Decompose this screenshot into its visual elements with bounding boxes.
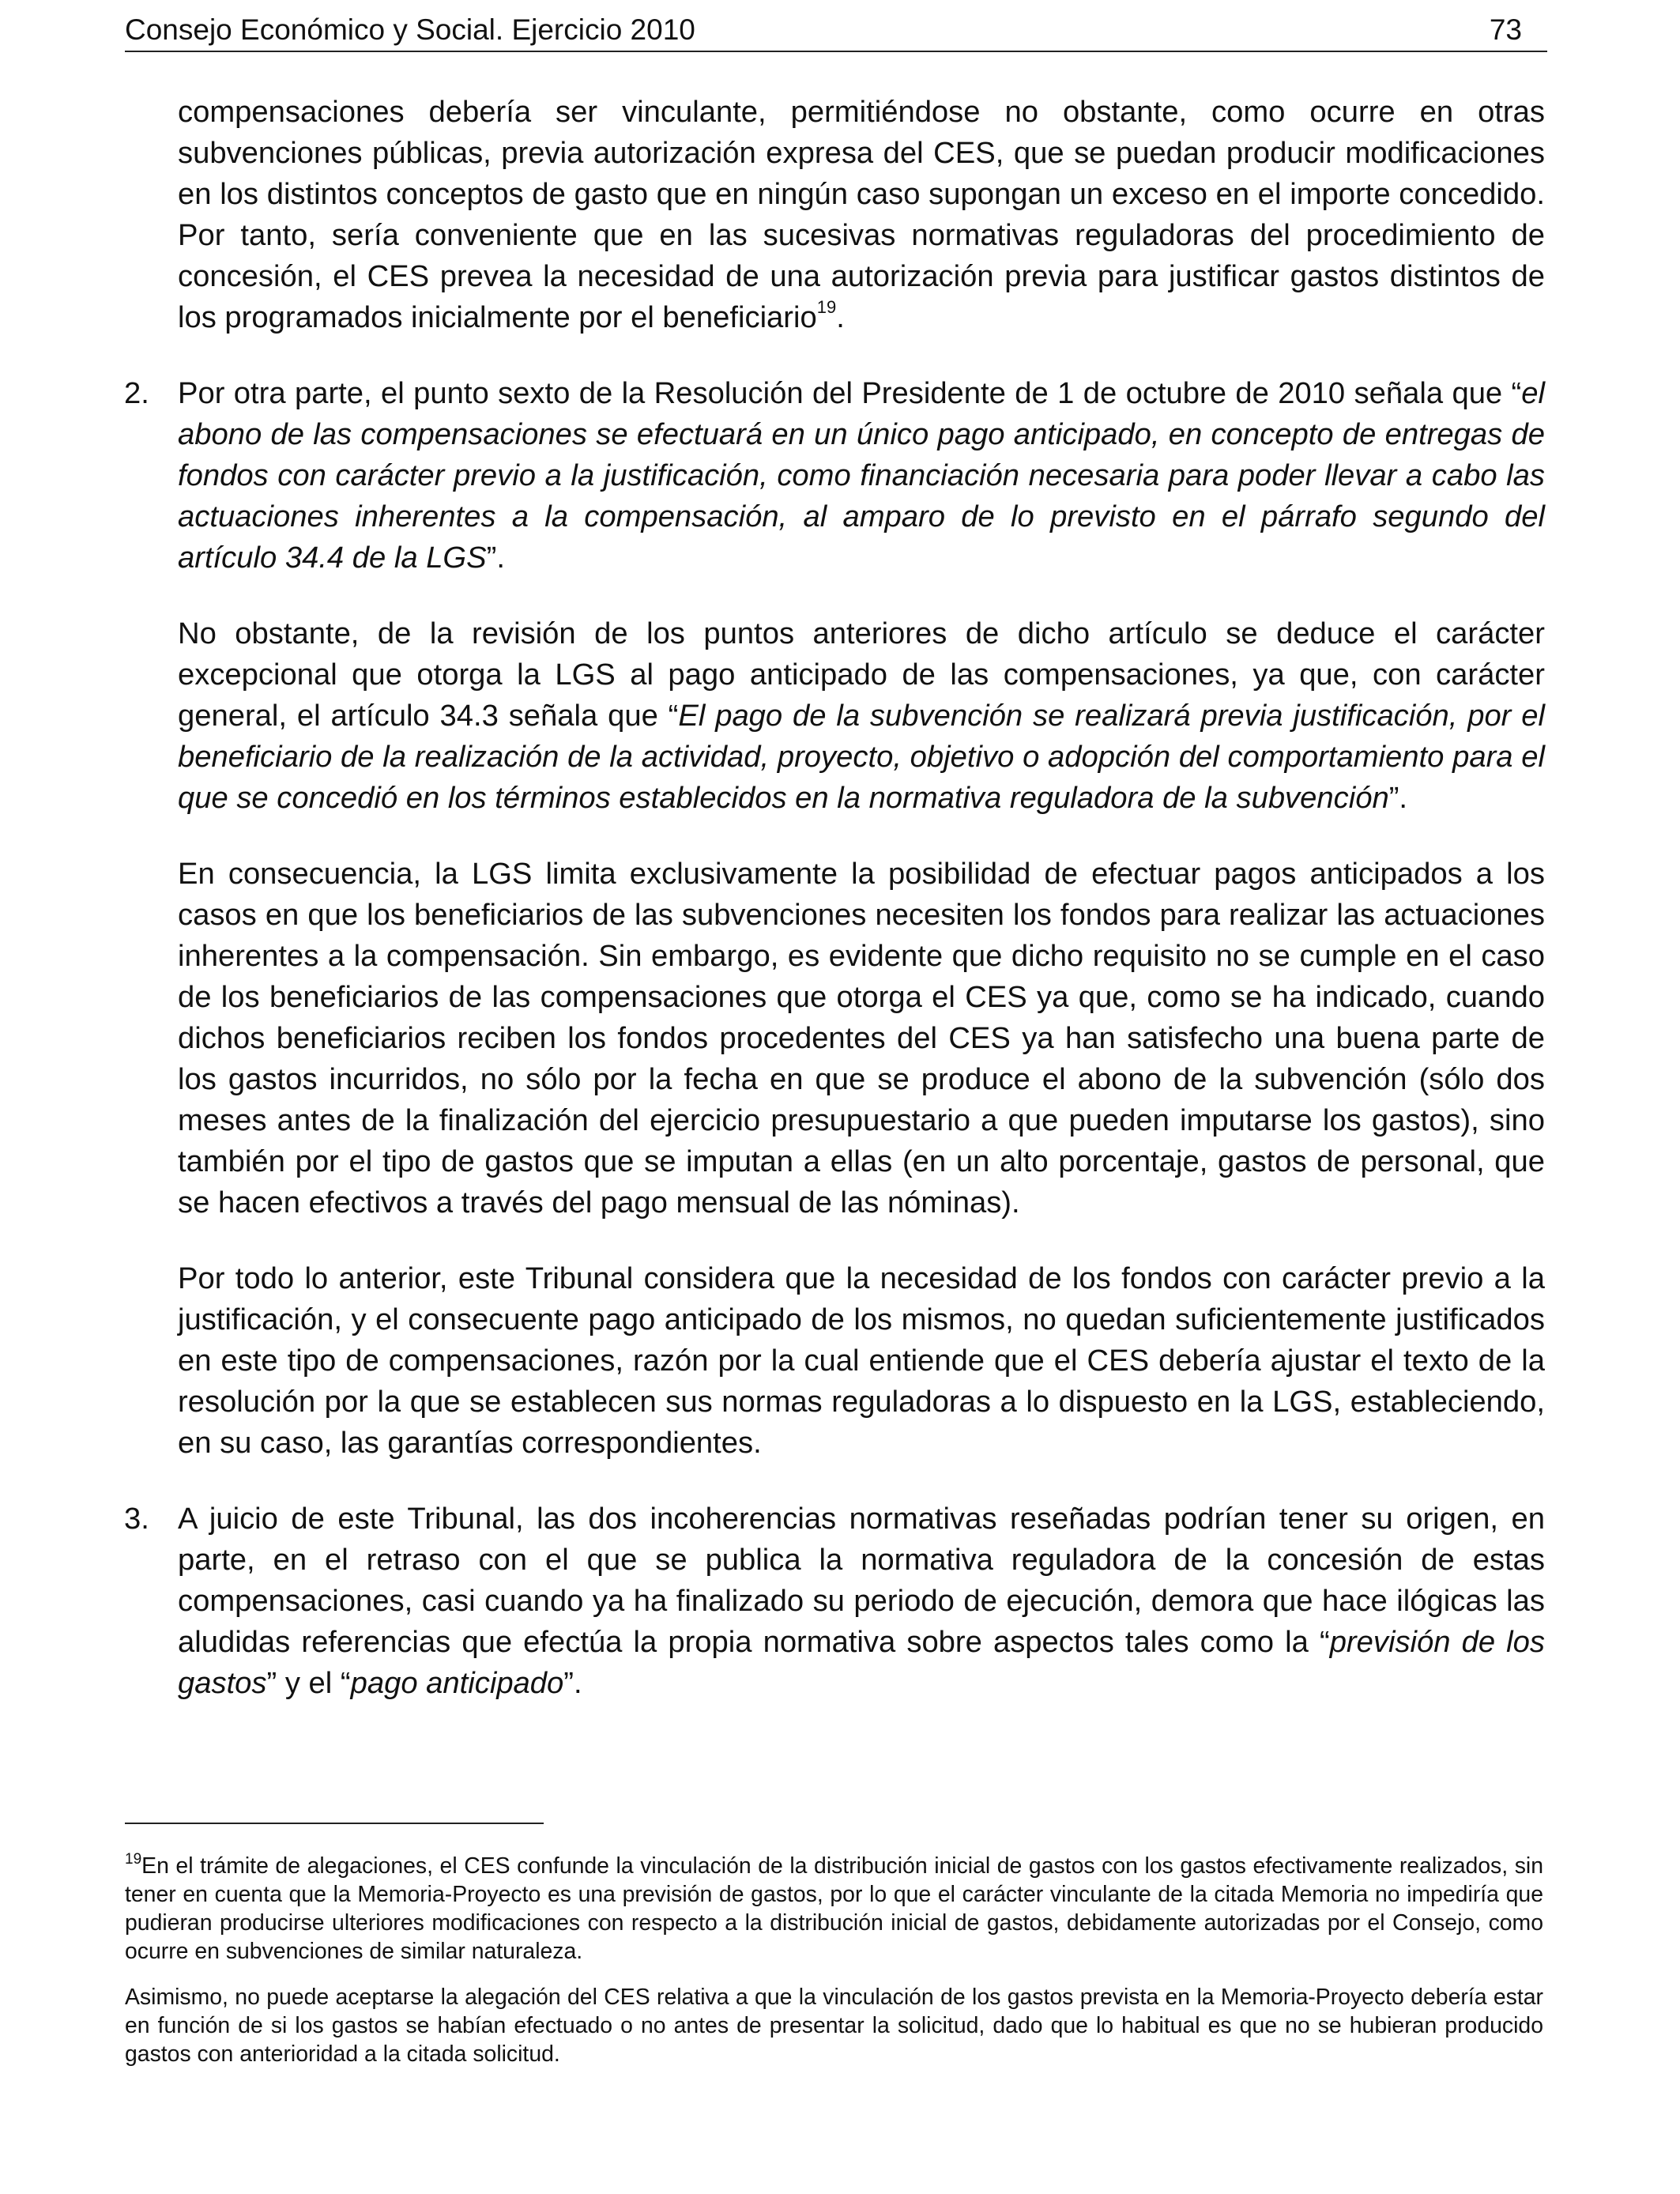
footnote-text: En el trámite de alegaciones, el CES confunde la vinculación de la distribución inicial de gastos con los gastos efectivamente realizados, sin tener en cuenta que la Memoria-Proyecto es una previsión de gastos, por lo que el carácter vinculante de la citada Memoria no impediría que pudieran producirse ulteriores modificaciones con respecto a la distribución inicial de gastos, debidamente autorizadas por el Consejo, como ocurre en subvenciones de similar naturaleza. [125, 1853, 1543, 1964]
footnote-continuation: Asimismo, no puede aceptarse la alegación del CES relativa a que la vinculación de los gastos prevista en la Memoria-Proyecto debería estar en función de si los gastos se habían efectuado o no antes de presentar la solicitud, dado que lo habitual es que no se hubieran producido gastos con anterioridad a la citada solicitud. [125, 1985, 1543, 2067]
paragraph-end: ”. [486, 541, 505, 575]
item-number: 3. [124, 1502, 149, 1536]
paragraph [178, 613, 1545, 819]
paragraph: En consecuencia, la LGS limita exclusivamente la posibilidad de efectuar pagos anticipados a los casos en que los beneficiarios de las subvenciones necesiten los fondos para realizar las actuaciones inherentes a la compensación. Sin embargo, es evidente que dicho requisito no se cumple en el caso de los beneficiarios de las compensaciones que otorga el CES ya que, como se ha indicado, cuando dichos beneficiarios reciben los fondos procedentes del CES ya han satisfecho una buena parte de los gastos incurridos, no sólo por la fecha en que se produce el abono de la subvención (sólo dos meses antes de la finalización del ejercicio presupuestario a que pueden imputarse los gastos), sino también por el tipo de gastos que se imputan a ellas (en un alto porcentaje, gastos de personal, que se hacen efectivos a través del pago mensual de las nóminas). [178, 857, 1545, 1220]
quoted-text: El pago de la subvención se realizará previa justificación, por el beneficiario de la realización de la actividad, proyecto, objetivo o adopción del comportamiento para el que se concedió en los términos establecidos en la normativa reguladora de la subvención [178, 699, 1545, 815]
main-text [124, 92, 1545, 1739]
paragraph-text: No obstante, de la revisión de los puntos anteriores de dicho artículo se deduce el carácter excepcional que otorga la LGS al pago anticipado de las compensaciones, ya que, con carácter general, el artículo 34.3 señala que “ [178, 616, 1545, 733]
paragraph-text: ” y el “ [266, 1666, 351, 1700]
quoted-term: pago anticipado [350, 1666, 564, 1700]
footnote-reference[interactable]: 19 [816, 297, 837, 317]
footnote-19 [125, 1852, 1543, 1966]
paragraph-end: ”. [1388, 781, 1408, 815]
paragraph-end: . [836, 300, 845, 334]
numbered-item-2 [124, 373, 1545, 579]
quoted-text: el abono de las compensaciones se efectuará en un único pago anticipado, en concepto de entregas de fondos con carácter previo a la justificación, como financiación necesaria para poder llevar a cabo las actuaciones inherentes a la compensación, al amparo de lo previsto en el párrafo segundo del artículo 34.4 de la LGS [178, 376, 1545, 575]
footnote-separator [125, 1823, 544, 1824]
paragraph-text: A juicio de este Tribunal, las dos incoherencias normativas reseñadas podrían tener su origen, en parte, en el retraso con el que se publica la normativa reguladora de la concesión de estas compensaciones, casi cuando ya ha finalizado su periodo de ejecución, demora que hace ilógicas las aludidas referencias que efectúa la propia normativa sobre aspectos tales como la “ [178, 1502, 1545, 1659]
footnotes [125, 1852, 1543, 2086]
numbered-item-3 [124, 1498, 1545, 1704]
header-title: Consejo Económico y Social. Ejercicio 2010 [125, 13, 695, 46]
page-header [125, 14, 1547, 52]
item-number: 2. [124, 376, 149, 410]
paragraph-end: ”. [563, 1666, 582, 1700]
page-number: 73 [1489, 13, 1522, 46]
footnote-marker: 19 [125, 1851, 142, 1868]
paragraph-text: compensaciones debería ser vinculante, permitiéndose no obstante, como ocurre en otras subvenciones públicas, previa autorización expresa del CES, que se puedan producir modificaciones en los distintos conceptos de gasto que en ningún caso supongan un exceso en el importe concedido. Por tanto, sería conveniente que en las sucesivas normativas reguladoras del procedimiento de concesión, el CES prevea la necesidad de una autorización previa para justificar gastos distintos de los programados inicialmente por el beneficiario [178, 95, 1545, 334]
paragraph-continuation [178, 92, 1545, 338]
paragraph-text: Por otra parte, el punto sexto de la Resolución del Presidente de 1 de octubre de 2010 señala que “ [178, 376, 1522, 410]
paragraph: Por todo lo anterior, este Tribunal considera que la necesidad de los fondos con carácter previo a la justificación, y el consecuente pago anticipado de los mismos, no quedan suficientemente justificados en este tipo de compensaciones, razón por la cual entiende que el CES debería ajustar el texto de la resolución por la que se establecen sus normas reguladoras a lo dispuesto en la LGS, estableciendo, en su caso, las garantías correspondientes. [178, 1261, 1545, 1460]
quoted-term: previsión de los gastos [178, 1625, 1545, 1700]
